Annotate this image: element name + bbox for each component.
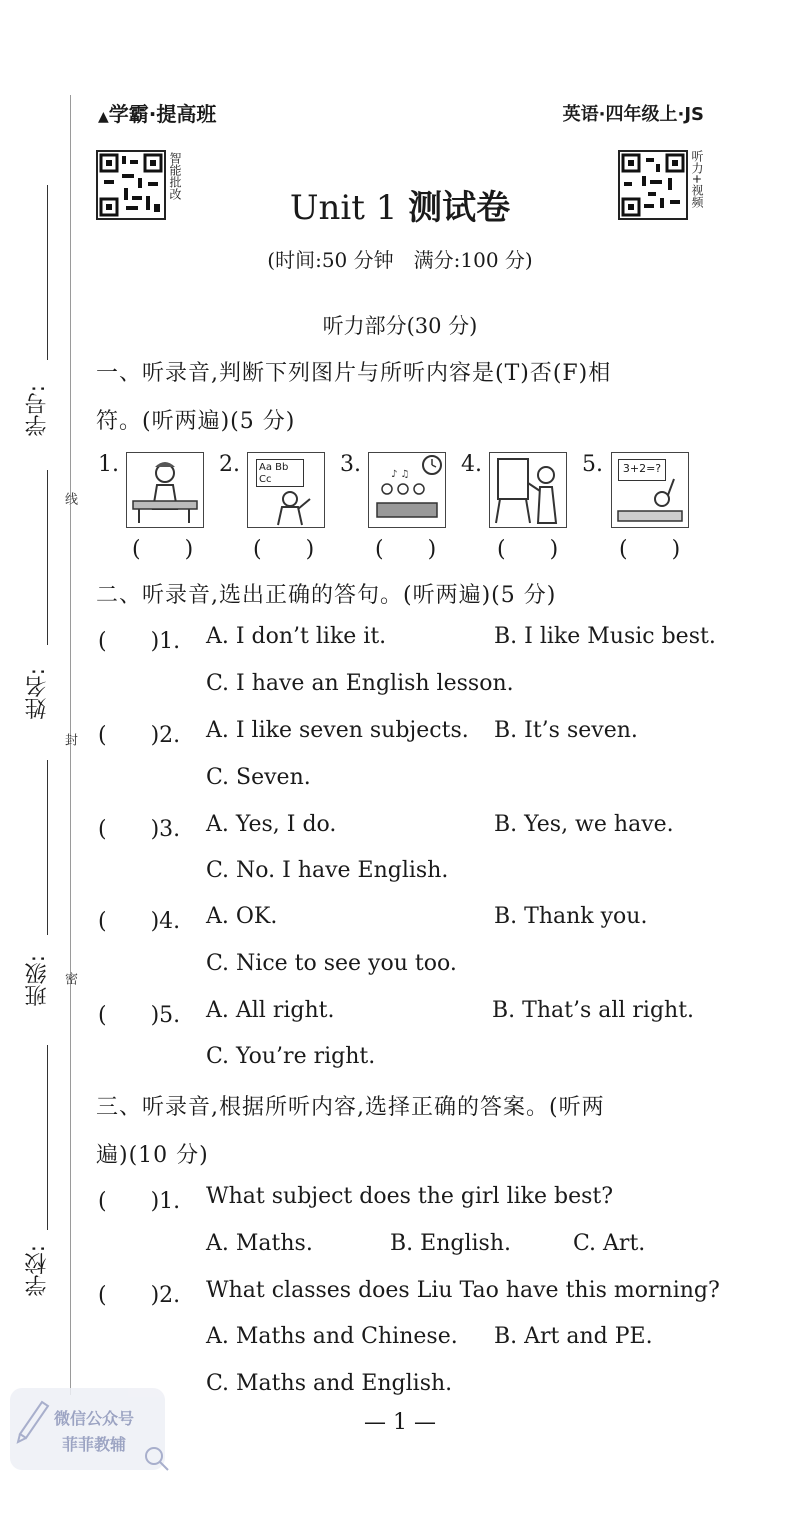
- section1-heading-line2: 符。(听两遍)(5 分): [96, 409, 296, 434]
- picture-3: [368, 452, 446, 528]
- s3-q2-option-c: C. Maths and English.: [206, 1371, 453, 1396]
- student-at-board-icon: [248, 453, 323, 526]
- s2-q2-number[interactable]: ( )2.: [98, 723, 181, 748]
- qr-right-caption: 听力+视频: [690, 150, 704, 209]
- s3-q2-question: What classes does Liu Tao have this morning?: [206, 1278, 720, 1303]
- section2-heading: 二、听录音,选出正确的答句。(听两遍)(5 分): [96, 583, 557, 608]
- s2-q3-option-a: A. Yes, I do.: [206, 812, 337, 837]
- title-unit: Unit 1: [289, 188, 409, 228]
- student-id-label: 学号:: [25, 385, 50, 437]
- part-heading: 听力部分(30 分): [322, 314, 478, 338]
- s2-q3-option-c: C. No. I have English.: [206, 858, 449, 883]
- s2-q4-option-a: A. OK.: [206, 904, 278, 929]
- s3-q1-question: What subject does the girl like best?: [206, 1184, 614, 1209]
- cut-mark-secret: 密: [62, 972, 77, 985]
- name-underline: [47, 470, 48, 645]
- s3-q1-option-c: C. Art.: [573, 1231, 646, 1256]
- class-label: 班级:: [25, 955, 50, 1007]
- s3-q2-option-b: B. Art and PE.: [494, 1324, 653, 1349]
- s2-q5-option-b: B. That’s all right.: [492, 998, 695, 1023]
- s2-q1-number[interactable]: ( )1.: [98, 629, 181, 654]
- graduation-cap-icon: ▲: [98, 109, 109, 125]
- pen-icon: [14, 1394, 54, 1444]
- answer-paren-3[interactable]: ( ): [375, 537, 437, 562]
- section3-heading-line1: 三、听录音,根据所听内容,选择正确的答案。(听两: [96, 1095, 605, 1120]
- s2-q1-option-a: A. I don’t like it.: [206, 624, 387, 649]
- page-number: — 1 —: [364, 1410, 436, 1435]
- s3-q2-option-a: A. Maths and Chinese.: [206, 1324, 458, 1349]
- s2-q5-number[interactable]: ( )5.: [98, 1003, 181, 1028]
- school-underline: [47, 1045, 48, 1230]
- brand-header: [98, 98, 216, 127]
- student-name-label: 姓名:: [25, 668, 50, 720]
- picture-2: [247, 452, 325, 528]
- s2-q2-option-a: A. I like seven subjects.: [206, 718, 469, 743]
- s2-q4-number[interactable]: ( )4.: [98, 909, 181, 934]
- cut-mark-seal: 封: [62, 733, 77, 746]
- s2-q1-option-b: B. I like Music best.: [494, 624, 716, 649]
- title-main: 测试卷: [408, 188, 511, 228]
- s3-q1-number[interactable]: ( )1.: [98, 1189, 181, 1214]
- exam-meta: (时间:50 分钟 满分:100 分): [267, 248, 533, 272]
- s2-q2-option-c: C. Seven.: [206, 765, 311, 790]
- music-class-icon: [369, 453, 444, 526]
- s2-q3-number[interactable]: ( )3.: [98, 817, 181, 842]
- answer-paren-2[interactable]: ( ): [253, 537, 315, 562]
- answer-paren-1[interactable]: ( ): [132, 537, 194, 562]
- picture-number-5: 5.: [582, 452, 603, 477]
- girl-painting-icon: [490, 453, 565, 526]
- section3-heading-line2: 遍)(10 分): [96, 1143, 209, 1168]
- s2-q4-option-c: C. Nice to see you too.: [206, 951, 457, 976]
- cut-mark-line: 线: [62, 492, 77, 505]
- blackboard: Aa Bb Cc: [256, 459, 304, 487]
- page-title: [0, 180, 800, 229]
- picture-number-4: 4.: [461, 452, 482, 477]
- student-raising-hand-icon: [612, 453, 687, 526]
- s3-q1-option-a: A. Maths.: [206, 1231, 313, 1256]
- qr-left-caption: 智能批改: [168, 152, 182, 200]
- answer-paren-4[interactable]: ( ): [497, 537, 559, 562]
- teacher-at-desk-icon: [127, 453, 202, 526]
- picture-number-2: 2.: [219, 452, 240, 477]
- s2-q1-option-c: C. I have an English lesson.: [206, 671, 514, 696]
- svg-text:♪ ♫: ♪ ♫: [391, 469, 410, 480]
- course-header: 英语·四年级上·JS: [562, 104, 704, 125]
- watermark-badge: [10, 1388, 165, 1470]
- picture-5: [611, 452, 689, 528]
- section1-heading-line1: 一、听录音,判断下列图片与所听内容是(T)否(F)相: [96, 361, 612, 386]
- watermark-line1: 微信公众号: [54, 1409, 135, 1428]
- s2-q5-option-c: C. You’re right.: [206, 1044, 376, 1069]
- picture-number-1: 1.: [98, 452, 119, 477]
- s2-q5-option-a: A. All right.: [206, 998, 335, 1023]
- math-board: 3+2=?: [618, 459, 666, 481]
- answer-paren-5[interactable]: ( ): [619, 537, 681, 562]
- brand-text: 学霸·提高班: [108, 102, 217, 126]
- class-underline: [47, 760, 48, 935]
- picture-4: [489, 452, 567, 528]
- s2-q4-option-b: B. Thank you.: [494, 904, 648, 929]
- magnifier-icon: [142, 1444, 172, 1474]
- picture-1: [126, 452, 204, 528]
- s2-q3-option-b: B. Yes, we have.: [494, 812, 674, 837]
- school-label: 学校:: [25, 1245, 50, 1297]
- s2-q2-option-b: B. It’s seven.: [494, 718, 638, 743]
- picture-number-3: 3.: [340, 452, 361, 477]
- s3-q2-number[interactable]: ( )2.: [98, 1283, 181, 1308]
- s3-q1-option-b: B. English.: [390, 1231, 511, 1256]
- watermark-line2: 菲菲教辅: [62, 1435, 127, 1454]
